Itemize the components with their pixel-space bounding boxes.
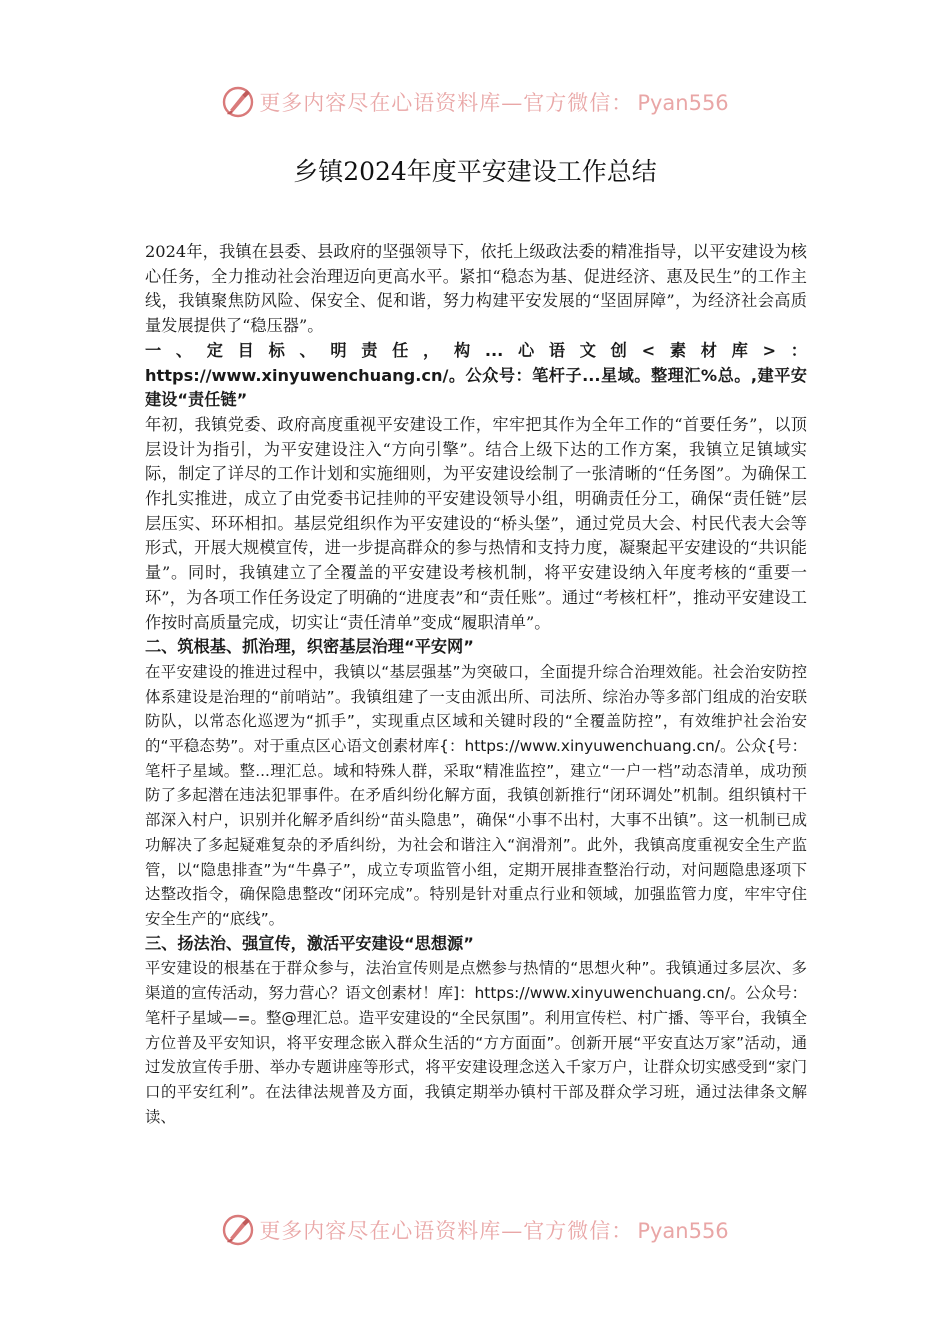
watermark-banner-top: [0, 80, 950, 124]
watermark-text: 更多内容尽在心语资料库—官方微信： Pyan556: [259, 1219, 729, 1243]
section-body-3: 平安建设的根基在于群众参与，法治宣传则是点燃参与热情的“思想火种”。我镇通过多层次、多渠道的宣传活动，努力营心？语文创素材！库]：https://www.xinyuwenchuang.cn/。公众号：笔杆子星域—=。整@理汇总。造平安建设的“全民氛围”。利用宣传栏、村广播、等平台，我镇全方位普及平安知识，将平安理念嵌入群众生活的“方方面面”。创新开展“平安直达万家”活动，通过发放宣传手册、举办专题讲座等形式，将平安建设理念送入千家万户，让群众切实感受到“家门口的平安红利”。在法律法规普及方面，我镇定期举办镇村干部及群众学习班，通过法律条文解读、: [145, 959, 807, 1126]
section-heading-1: 一、定目标、明责任，构...心语文创<素材库>：https://www.xinyuwenchuang.cn/。公众号：笔杆子...星域。整理汇%总。,建平安建设“责任链”: [145, 340, 807, 410]
brush-logo-icon: [221, 1213, 255, 1247]
section-heading-3: 三、扬法治、强宣传，激活平安建设“思想源”: [145, 933, 474, 953]
document-title: 乡镇2024年度平安建设工作总结: [293, 157, 657, 186]
section-heading-2: 二、筑根基、抓治理，织密基层治理“平安网”: [145, 637, 474, 657]
watermark-text: 更多内容尽在心语资料库—官方微信： Pyan556: [259, 91, 729, 115]
section-body-1: 年初，我镇党委、政府高度重视平安建设工作，牢牢把其作为全年工作的“首要任务”，以顶层设计为指引，为平安建设注入“方向引擎”。结合上级下达的工作方案，我镇立足镇域实际，制定了详尽的工作计划和实施细则，为平安建设绘制了一张清晰的“任务图”。为确保工作扎实推进，成立了由党委书记挂帅的平安建设领导小组，明确责任分工，确保“责任链”层层压实、环环相扣。基层党组织作为平安建设的“桥头堡”，通过党员大会、村民代表大会等形式，开展大规模宣传，进一步提高群众的参与热情和支持力度，凝聚起平安建设的“共识能量”。同时，我镇建立了全覆盖的平安建设考核机制，将平安建设纳入年度考核的“重要一环”，为各项工作任务设定了明确的“进度表”和“责任账”。通过“考核杠杆”，推动平安建设工作按时高质量完成，切实让“责任清单”变成“履职清单”。: [145, 414, 807, 632]
wechat-id: Pyan556: [637, 1219, 729, 1243]
wechat-id: Pyan556: [637, 91, 729, 115]
intro-paragraph: 2024年，我镇在县委、县政府的坚强领导下，依托上级政法委的精准指导，以平安建设为核心任务，全力推动社会治理迈向更高水平。紧扣“稳态为基、促进经济、惠及民生”的工作主线，我镇聚焦防风险、保安全、促和谐，努力构建平安发展的“坚固屏障”，为经济社会高质量发展提供了“稳压器”。: [145, 242, 807, 336]
brush-logo-icon: [221, 85, 255, 119]
section-body-2: 在平安建设的推进过程中，我镇以“基层强基”为突破口，全面提升综合治理效能。社会治安防控体系建设是治理的“前哨站”。我镇组建了一支由派出所、司法所、综治办等多部门组成的治安联防队，以常态化巡逻为“抓手”，实现重点区域和关键时段的“全覆盖防控”，有效维护社会治安的“平稳态势”。对于重点区心语文创素材库{：https://www.xinyuwenchuang.cn/。公众{号：笔杆子星域。整...理汇总。域和特殊人群，采取“精准监控”，建立“一户一档”动态清单，成功预防了多起潜在违法犯罪事件。在矛盾纠纷化解方面，我镇创新推行“闭环调处”机制。组织镇村干部深入村户，识别并化解矛盾纠纷“苗头隐患”，确保“小事不出村，大事不出镇”。这一机制已成功解决了多起疑难复杂的矛盾纠纷，为社会和谐注入“润滑剂”。此外，我镇高度重视安全生产监管，以“隐患排查”为“牛鼻子”，成立专项监管小组，定期开展排查整治行动，对问题隐患逐项下达整改指令，确保隐患整改“闭环完成”。特别是针对重点行业和领域，加强监管力度，牢牢守住安全生产的“底线”。: [145, 662, 807, 928]
document-body: [145, 240, 807, 1192]
watermark-banner-bottom: [0, 1208, 950, 1252]
